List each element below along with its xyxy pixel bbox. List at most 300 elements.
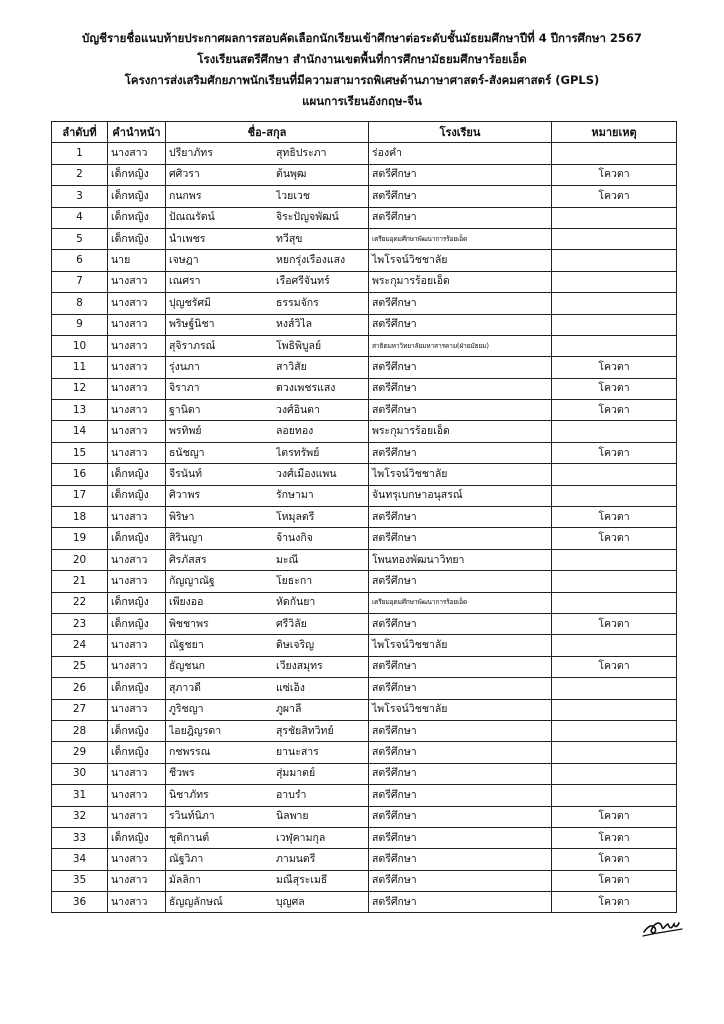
- cell-prefix: นางสาว: [108, 763, 166, 784]
- table-row: [52, 357, 677, 378]
- cell-no: 19: [52, 528, 108, 549]
- last-name: เวฬุคามกุล: [276, 831, 326, 844]
- table-row: [52, 485, 677, 506]
- cell-prefix: เด็กหญิง: [108, 592, 166, 613]
- cell-note: [552, 228, 677, 249]
- last-name: นิลพาย: [276, 810, 309, 823]
- cell-note: โควตา: [552, 400, 677, 421]
- table-row: [52, 207, 677, 228]
- first-name: รุ่งนภา: [169, 360, 200, 373]
- cell-note: โควตา: [552, 442, 677, 463]
- first-name: กชพรรณ: [169, 746, 211, 759]
- cell-fullname: [166, 678, 369, 699]
- cell-no: 4: [52, 207, 108, 228]
- first-name: ปัณณรัตน์: [169, 211, 215, 224]
- cell-school: ไพโรจน์วิชชาลัย: [369, 635, 552, 656]
- cell-fullname: [166, 293, 369, 314]
- cell-note: [552, 485, 677, 506]
- table-row: [52, 314, 677, 335]
- first-name: ศิวาพร: [169, 489, 201, 502]
- cell-school: ไพโรจน์วิชชาลัย: [369, 250, 552, 271]
- cell-school: เตรียมอุดมศึกษาพัฒนาการร้อยเอ็ด: [369, 228, 552, 249]
- cell-school: สตรีศึกษา: [369, 720, 552, 741]
- cell-no: 1: [52, 143, 108, 164]
- last-name: โยธะกา: [276, 574, 313, 587]
- cell-fullname: [166, 421, 369, 442]
- cell-fullname: [166, 314, 369, 335]
- cell-school: สตรีศึกษา: [369, 892, 552, 913]
- cell-school: สตรีศึกษา: [369, 742, 552, 763]
- first-name: ปุญชรัศมิ์: [169, 296, 211, 309]
- cell-fullname: [166, 549, 369, 570]
- first-name: สิรินญา: [169, 532, 204, 545]
- cell-school: สตรีศึกษา: [369, 357, 552, 378]
- cell-no: 24: [52, 635, 108, 656]
- cell-no: 8: [52, 293, 108, 314]
- cell-no: 14: [52, 421, 108, 442]
- header-line-3: โครงการส่งเสริมศักยภาพนักเรียนที่มีความสามารถพิเศษด้านภาษาศาสตร์-สังคมศาสตร์ (GPLS): [124, 73, 600, 87]
- cell-fullname: [166, 528, 369, 549]
- cell-prefix: นางสาว: [108, 870, 166, 891]
- last-name: ไวยเวช: [276, 189, 310, 202]
- table-row: [52, 806, 677, 827]
- first-name: ชีวพร: [169, 767, 195, 780]
- cell-prefix: นางสาว: [108, 421, 166, 442]
- cell-prefix: นางสาว: [108, 549, 166, 570]
- cell-prefix: นางสาว: [108, 892, 166, 913]
- cell-prefix: นางสาว: [108, 400, 166, 421]
- cell-no: 2: [52, 164, 108, 185]
- cell-note: [552, 571, 677, 592]
- header-line-4: แผนการเรียนอังกฤษ-จีน: [302, 94, 422, 108]
- last-name: ดิษเจริญ: [276, 639, 315, 652]
- cell-fullname: [166, 228, 369, 249]
- cell-prefix: เด็กหญิง: [108, 464, 166, 485]
- cell-prefix: นางสาว: [108, 143, 166, 164]
- first-name: ชุติกานต์: [169, 831, 210, 844]
- table-row: [52, 892, 677, 913]
- cell-prefix: นางสาว: [108, 656, 166, 677]
- cell-school: สตรีศึกษา: [369, 378, 552, 399]
- last-name: รักษามา: [276, 489, 314, 502]
- cell-fullname: [166, 271, 369, 292]
- table-row: [52, 571, 677, 592]
- cell-note: โควตา: [552, 378, 677, 399]
- last-name: บุญศล: [276, 895, 305, 908]
- cell-prefix: นางสาว: [108, 293, 166, 314]
- cell-note: โควตา: [552, 528, 677, 549]
- cell-fullname: [166, 699, 369, 720]
- last-name: ยานะสาร: [276, 746, 319, 759]
- last-name: สุรชัยสิทวิทย์: [276, 724, 334, 737]
- cell-school: สตรีศึกษา: [369, 164, 552, 185]
- cell-school: สาธิตมหาวิทยาลัยมหาสารคาม(ฝ่ายมัธยม): [369, 335, 552, 356]
- cell-no: 23: [52, 613, 108, 634]
- cell-fullname: [166, 485, 369, 506]
- cell-prefix: เด็กหญิง: [108, 827, 166, 848]
- cell-no: 36: [52, 892, 108, 913]
- last-name: เวียงสมุทร: [276, 660, 323, 673]
- first-name: น้ำเพชร: [169, 232, 206, 245]
- first-name: พริษฐ์นิชา: [169, 318, 215, 331]
- last-name: เรือศรีจันทร์: [276, 275, 330, 288]
- cell-prefix: นางสาว: [108, 699, 166, 720]
- table-row: [52, 635, 677, 656]
- cell-school: พระกุมารร้อยเอ็ด: [369, 421, 552, 442]
- cell-no: 31: [52, 785, 108, 806]
- table-row: [52, 827, 677, 848]
- table-row: [52, 763, 677, 784]
- cell-school: จันทรุเบกษาอนุสรณ์: [369, 485, 552, 506]
- cell-no: 32: [52, 806, 108, 827]
- cell-prefix: นางสาว: [108, 442, 166, 463]
- last-name: วงศ์อินตา: [276, 403, 320, 416]
- table-row: [52, 400, 677, 421]
- last-name: โหมุลตรี: [276, 510, 315, 523]
- last-name: อาบรำ: [276, 788, 307, 801]
- cell-no: 22: [52, 592, 108, 613]
- cell-prefix: นางสาว: [108, 378, 166, 399]
- last-name: ดวงเพชรแสง: [276, 382, 336, 395]
- cell-prefix: นางสาว: [108, 571, 166, 592]
- cell-note: [552, 143, 677, 164]
- table-row: [52, 378, 677, 399]
- cell-prefix: นางสาว: [108, 314, 166, 335]
- first-name: ปรียาภัทร: [169, 147, 213, 160]
- table-row: [52, 421, 677, 442]
- cell-prefix: เด็กหญิง: [108, 720, 166, 741]
- col-header-school: โรงเรียน: [369, 122, 552, 143]
- first-name: พิชชาพร: [169, 617, 209, 630]
- first-name: สุภาวดี: [169, 681, 201, 694]
- table-row: [52, 656, 677, 677]
- cell-no: 27: [52, 699, 108, 720]
- table-row: [52, 549, 677, 570]
- cell-school: ไพโรจน์วิชชาลัย: [369, 464, 552, 485]
- cell-fullname: [166, 720, 369, 741]
- table-row: [52, 164, 677, 185]
- document-header: [0, 28, 724, 112]
- col-header-name: ชื่อ-สกุล: [166, 122, 369, 143]
- last-name: สาวิสัย: [276, 360, 307, 373]
- cell-prefix: เด็กหญิง: [108, 164, 166, 185]
- cell-fullname: [166, 207, 369, 228]
- cell-note: [552, 742, 677, 763]
- cell-school: สตรีศึกษา: [369, 785, 552, 806]
- signature-scribble: [642, 912, 684, 940]
- cell-note: โควตา: [552, 870, 677, 891]
- cell-school: สตรีศึกษา: [369, 571, 552, 592]
- table-row: [52, 613, 677, 634]
- cell-fullname: [166, 250, 369, 271]
- cell-school: สตรีศึกษา: [369, 656, 552, 677]
- cell-fullname: [166, 870, 369, 891]
- cell-fullname: [166, 335, 369, 356]
- cell-note: [552, 699, 677, 720]
- cell-school: ร่องคำ: [369, 143, 552, 164]
- cell-fullname: [166, 656, 369, 677]
- first-name: ฐานิดา: [169, 403, 201, 416]
- cell-note: [552, 293, 677, 314]
- cell-fullname: [166, 742, 369, 763]
- cell-prefix: นางสาว: [108, 806, 166, 827]
- cell-school: สตรีศึกษา: [369, 827, 552, 848]
- first-name: พิริษา: [169, 510, 195, 523]
- last-name: ต้นพุฒ: [276, 168, 307, 181]
- cell-fullname: [166, 849, 369, 870]
- cell-note: [552, 720, 677, 741]
- cell-no: 9: [52, 314, 108, 335]
- cell-no: 3: [52, 186, 108, 207]
- cell-note: [552, 271, 677, 292]
- last-name: ไตรทรัพย์: [276, 446, 320, 459]
- cell-prefix: เด็กหญิง: [108, 678, 166, 699]
- cell-fullname: [166, 400, 369, 421]
- first-name: เพียงออ: [169, 596, 204, 609]
- cell-no: 35: [52, 870, 108, 891]
- cell-school: พระกุมารร้อยเอ็ด: [369, 271, 552, 292]
- table-row: [52, 507, 677, 528]
- last-name: ลอยทอง: [276, 425, 314, 438]
- cell-no: 16: [52, 464, 108, 485]
- cell-school: โพนทองพัฒนาวิทยา: [369, 549, 552, 570]
- cell-prefix: เด็กหญิง: [108, 742, 166, 763]
- cell-fullname: [166, 186, 369, 207]
- first-name: ธัญญลักษณ์: [169, 895, 223, 908]
- first-name: ศิรภัสสร: [169, 553, 207, 566]
- cell-prefix: นางสาว: [108, 635, 166, 656]
- table-row: [52, 228, 677, 249]
- first-name: ณัฐชยา: [169, 639, 204, 652]
- cell-fullname: [166, 164, 369, 185]
- cell-fullname: [166, 571, 369, 592]
- cell-prefix: นางสาว: [108, 271, 166, 292]
- cell-school: สตรีศึกษา: [369, 849, 552, 870]
- table-row: [52, 442, 677, 463]
- last-name: จิระปัญจพัฒน์: [276, 211, 339, 224]
- cell-note: โควตา: [552, 613, 677, 634]
- table-row: [52, 528, 677, 549]
- cell-note: โควตา: [552, 806, 677, 827]
- cell-no: 20: [52, 549, 108, 570]
- cell-note: โควตา: [552, 357, 677, 378]
- cell-school: สตรีศึกษา: [369, 528, 552, 549]
- cell-fullname: [166, 464, 369, 485]
- first-name: จิราภา: [169, 382, 200, 395]
- first-name: มัลลิกา: [169, 874, 202, 887]
- table-row: [52, 870, 677, 891]
- cell-no: 25: [52, 656, 108, 677]
- cell-school: สตรีศึกษา: [369, 678, 552, 699]
- cell-note: โควตา: [552, 827, 677, 848]
- cell-no: 10: [52, 335, 108, 356]
- first-name: ภูริชญา: [169, 703, 204, 716]
- table-row: [52, 699, 677, 720]
- last-name: วงศ์เมืองแพน: [276, 467, 337, 480]
- last-name: สุ่มมาตย์: [276, 767, 316, 780]
- cell-note: [552, 678, 677, 699]
- cell-school: สตรีศึกษา: [369, 442, 552, 463]
- cell-no: 17: [52, 485, 108, 506]
- last-name: ทวีสุข: [276, 232, 303, 245]
- table-row: [52, 720, 677, 741]
- first-name: ธนัชญา: [169, 446, 205, 459]
- first-name: ธัญชนก: [169, 660, 206, 673]
- first-name: รวินท์นิภา: [169, 810, 215, 823]
- cell-fullname: [166, 592, 369, 613]
- cell-school: สตรีศึกษา: [369, 186, 552, 207]
- cell-prefix: นางสาว: [108, 507, 166, 528]
- cell-no: 30: [52, 763, 108, 784]
- table-row: [52, 271, 677, 292]
- cell-no: 33: [52, 827, 108, 848]
- cell-no: 34: [52, 849, 108, 870]
- cell-school: สตรีศึกษา: [369, 763, 552, 784]
- col-header-no: ลำดับที่: [52, 122, 108, 143]
- student-list-table: [51, 121, 677, 913]
- cell-fullname: [166, 442, 369, 463]
- cell-no: 6: [52, 250, 108, 271]
- cell-no: 13: [52, 400, 108, 421]
- cell-fullname: [166, 613, 369, 634]
- cell-school: สตรีศึกษา: [369, 806, 552, 827]
- cell-no: 5: [52, 228, 108, 249]
- cell-note: [552, 785, 677, 806]
- first-name: เจษฎา: [169, 254, 199, 267]
- first-name: นิชาภัทร: [169, 788, 209, 801]
- cell-no: 28: [52, 720, 108, 741]
- last-name: แซ่เอ็ง: [276, 681, 305, 694]
- cell-note: [552, 635, 677, 656]
- cell-fullname: [166, 635, 369, 656]
- cell-no: 18: [52, 507, 108, 528]
- cell-prefix: นางสาว: [108, 357, 166, 378]
- last-name: หยกรุ่งเรืองแสง: [276, 254, 346, 267]
- cell-school: ไพโรจน์วิชชาลัย: [369, 699, 552, 720]
- cell-fullname: [166, 357, 369, 378]
- first-name: จีรนันท์: [169, 467, 203, 480]
- cell-fullname: [166, 378, 369, 399]
- cell-no: 26: [52, 678, 108, 699]
- first-name: ศศิวรา: [169, 168, 200, 181]
- cell-no: 29: [52, 742, 108, 763]
- col-header-note: หมายเหตุ: [552, 122, 677, 143]
- cell-school: เตรียมอุดมศึกษาพัฒนาการร้อยเอ็ด: [369, 592, 552, 613]
- table-header-row: [52, 122, 677, 143]
- first-name: กนกพร: [169, 189, 202, 202]
- cell-fullname: [166, 785, 369, 806]
- first-name: สุจิราภรณ์: [169, 339, 216, 352]
- cell-fullname: [166, 763, 369, 784]
- last-name: ธรรมจักร: [276, 296, 319, 309]
- table-row: [52, 678, 677, 699]
- cell-no: 21: [52, 571, 108, 592]
- table-row: [52, 143, 677, 164]
- col-header-prefix: คำนำหน้า: [108, 122, 166, 143]
- table-row: [52, 849, 677, 870]
- cell-note: [552, 335, 677, 356]
- cell-school: สตรีศึกษา: [369, 507, 552, 528]
- last-name: สุทธิประภา: [276, 147, 327, 160]
- cell-prefix: เด็กหญิง: [108, 613, 166, 634]
- cell-prefix: เด็กหญิง: [108, 528, 166, 549]
- cell-note: [552, 464, 677, 485]
- cell-school: สตรีศึกษา: [369, 870, 552, 891]
- cell-prefix: เด็กหญิง: [108, 228, 166, 249]
- cell-prefix: เด็กหญิง: [108, 485, 166, 506]
- table-row: [52, 186, 677, 207]
- cell-no: 7: [52, 271, 108, 292]
- cell-note: โควตา: [552, 507, 677, 528]
- cell-fullname: [166, 507, 369, 528]
- table-row: [52, 464, 677, 485]
- table-row: [52, 592, 677, 613]
- last-name: โพธิพิบูลย์: [276, 339, 322, 352]
- cell-fullname: [166, 892, 369, 913]
- first-name: พรทิพย์: [169, 425, 202, 438]
- cell-school: สตรีศึกษา: [369, 293, 552, 314]
- table-row: [52, 785, 677, 806]
- cell-note: [552, 421, 677, 442]
- cell-school: สตรีศึกษา: [369, 207, 552, 228]
- cell-prefix: เด็กหญิง: [108, 186, 166, 207]
- last-name: จ้านงกิจ: [276, 532, 313, 545]
- cell-no: 11: [52, 357, 108, 378]
- first-name: ไอยฎิญรดา: [169, 724, 222, 737]
- cell-no: 15: [52, 442, 108, 463]
- cell-prefix: เด็กหญิง: [108, 207, 166, 228]
- last-name: หัดกันยา: [276, 596, 316, 609]
- first-name: เณศรา: [169, 275, 201, 288]
- cell-note: [552, 549, 677, 570]
- first-name: ณัฐวิภา: [169, 852, 204, 865]
- cell-note: โควตา: [552, 892, 677, 913]
- cell-prefix: นางสาว: [108, 785, 166, 806]
- cell-fullname: [166, 143, 369, 164]
- cell-note: โควตา: [552, 186, 677, 207]
- cell-school: สตรีศึกษา: [369, 314, 552, 335]
- table-row: [52, 742, 677, 763]
- header-line-2: โรงเรียนสตรีศึกษา สำนักงานเขตพื้นที่การศึกษามัธยมศึกษาร้อยเอ็ด: [197, 52, 527, 66]
- cell-note: [552, 592, 677, 613]
- cell-school: สตรีศึกษา: [369, 400, 552, 421]
- cell-prefix: นางสาว: [108, 335, 166, 356]
- last-name: มณีสุระเมธี: [276, 874, 328, 887]
- last-name: ภามนตรี: [276, 852, 316, 865]
- cell-note: โควตา: [552, 656, 677, 677]
- last-name: ภูผาลี: [276, 703, 302, 716]
- cell-note: [552, 314, 677, 335]
- header-line-1: บัญชีรายชื่อแนบท้ายประกาศผลการสอบคัดเลือกนักเรียนเข้าศึกษาต่อระดับชั้นมัธยมศึกษาปีที่ 4 ปีการศึกษา 2567: [82, 31, 642, 45]
- last-name: มะณี: [276, 553, 299, 566]
- cell-fullname: [166, 827, 369, 848]
- first-name: กัญญาณัฐ: [169, 574, 215, 587]
- cell-prefix: นางสาว: [108, 849, 166, 870]
- table-row: [52, 293, 677, 314]
- cell-note: [552, 207, 677, 228]
- cell-fullname: [166, 806, 369, 827]
- cell-school: สตรีศึกษา: [369, 613, 552, 634]
- cell-note: [552, 250, 677, 271]
- cell-note: [552, 763, 677, 784]
- last-name: หงส์วิไล: [276, 318, 313, 331]
- table-row: [52, 335, 677, 356]
- cell-note: โควตา: [552, 164, 677, 185]
- cell-no: 12: [52, 378, 108, 399]
- table-row: [52, 250, 677, 271]
- cell-note: โควตา: [552, 849, 677, 870]
- cell-prefix: นาย: [108, 250, 166, 271]
